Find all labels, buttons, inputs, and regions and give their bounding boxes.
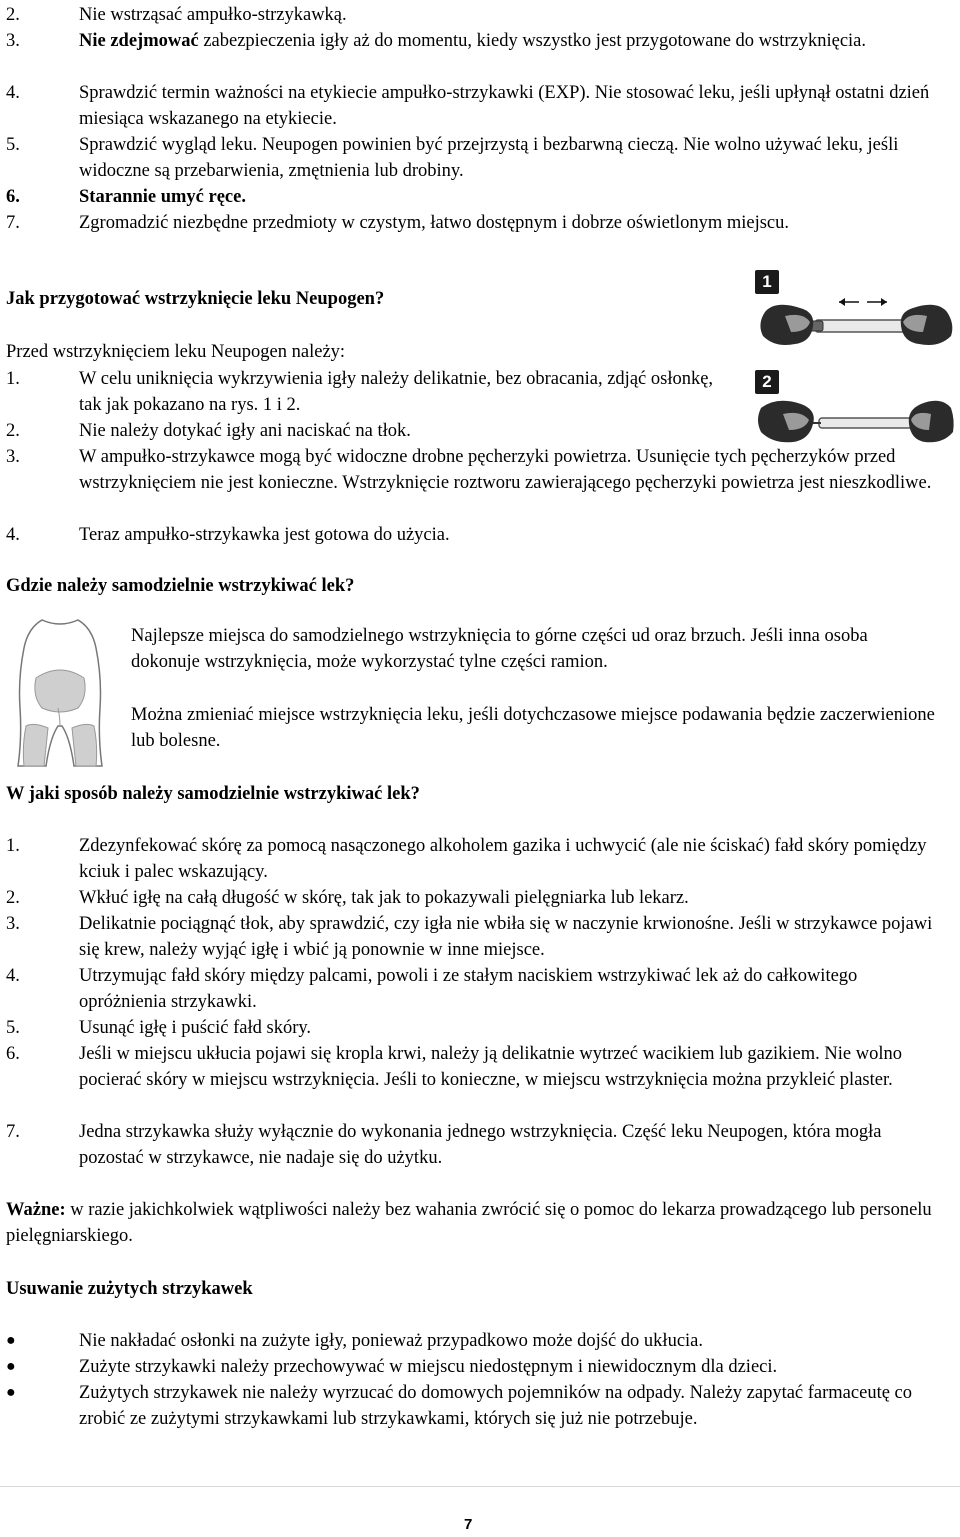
list-item: Zużytych strzykawek nie należy wyrzucać do domowych pojemników na odpady. Należy zapytać farmaceutę co zrobić ze zużytymi strzykawkami lub strzykawkami, których się już nie potrzebuje. xyxy=(79,1383,913,1429)
important-label: Ważne: xyxy=(6,1200,66,1220)
list-item: Nie nakładać osłonki na zużyte igły, ponieważ przypadkowo może dojść do ukłucia. xyxy=(79,1331,704,1351)
section-heading-disposal: Usuwanie zużytych strzykawek xyxy=(6,1279,253,1299)
list-text: Jedna strzykawka służy wyłącznie do wykonania jednego wstrzyknięcia. Część leku Neupogen, która mogła pozostać w strzykawce, nie nadaje się do użytku. xyxy=(79,1122,882,1168)
list-item: Zużyte strzykawki należy przechowywać w miejscu niedostępnym i niewidocznym dla dzieci. xyxy=(79,1357,778,1377)
list-number: 7. xyxy=(6,213,20,233)
list-number: 4. xyxy=(6,966,20,986)
list-text xyxy=(79,28,942,54)
list-text: Zgromadzić niezbędne przedmioty w czystym, łatwo dostępnym i dobrze oświetlonym miejscu. xyxy=(79,213,790,233)
list-text: Wkłuć igłę na całą długość w skórę, tak jak to pokazywali pielęgniarka lub lekarz. xyxy=(79,888,689,908)
cap-removal-illustration-1 xyxy=(755,282,955,362)
list-text: Starannie umyć ręce. xyxy=(79,187,246,207)
where-paragraph-1: Najlepsze miejsca do samodzielnego wstrzyknięcia to górne części ud oraz brzuch. Jeśli inna osoba dokonuje wstrzyknięcia, może wykorzystać tylne części ramion. xyxy=(131,626,868,672)
list-number: 3. xyxy=(6,447,20,467)
list-text: Nie należy dotykać igły ani naciskać na tłok. xyxy=(79,421,411,441)
where-paragraph-2: Można zmieniać miejsce wstrzyknięcia leku, jeśli dotychczasowe miejsce podawania będzie zaczerwienione lub bolesne. xyxy=(131,705,935,751)
prep-intro: Przed wstrzyknięciem leku Neupogen należy: xyxy=(6,342,346,362)
list-text: Jeśli w miejscu ukłucia pojawi się kropla krwi, należy ją delikatnie wytrzeć wacikiem lub gazikiem. Nie wolno pocierać skóry w miejscu wstrzyknięcia. Jeśli to konieczne, w miejscu wstrzyknięcia można przykleić plaster. xyxy=(79,1044,902,1090)
list-number: 4. xyxy=(6,525,20,545)
list-text-rest: zabezpieczenia igły aż do momentu, kiedy wszystko jest przygotowane do wstrzyknięcia. xyxy=(198,31,867,51)
bullet-icon: ● xyxy=(6,1332,16,1349)
list-number: 1. xyxy=(6,836,20,856)
list-number: 6. xyxy=(6,187,20,207)
list-text-wrap: W ampułko-strzykawce mogą być widoczne drobne pęcherzyki powietrza. Usunięcie tych pęcherzyków przed wstrzyknięciem nie jest konieczne. Wstrzyknięcie roztworu zawierającego pęcherzyki powietrza jest nieszkodliwe. xyxy=(79,447,932,493)
list-text: Teraz ampułko-strzykawka jest gotowa do użycia. xyxy=(79,525,450,545)
important-note xyxy=(6,1197,942,1249)
section-heading-preparation: Jak przygotować wstrzyknięcie leku Neupogen? xyxy=(6,289,385,309)
list-number: 5. xyxy=(6,135,20,155)
body-injection-sites-illustration xyxy=(12,618,108,768)
figure-badge-1: 1 xyxy=(755,270,779,294)
emphasis: Nie zdejmować xyxy=(79,31,199,51)
important-text: w razie jakichkolwiek wątpliwości należy bez wahania zwrócić się o pomoc do lekarza prowadzącego lub personelu pielęgniarskiego. xyxy=(6,1200,932,1246)
figure-badge-2: 2 xyxy=(755,370,779,394)
cap-removal-illustration-2 xyxy=(755,380,955,460)
section-heading-how: W jaki sposób należy samodzielnie wstrzykiwać lek? xyxy=(6,784,420,804)
list-text: Sprawdzić termin ważności na etykiecie ampułko-strzykawki (EXP). Nie stosować leku, jeśli upłynął ostatni dzień miesiąca wskazanego na etykiecie. xyxy=(79,83,930,129)
bullet-icon: ● xyxy=(6,1384,16,1401)
list-number: 1. xyxy=(6,369,20,389)
list-number: 6. xyxy=(6,1044,20,1064)
list-number: 7. xyxy=(6,1122,20,1142)
list-text: Sprawdzić wygląd leku. Neupogen powinien być przejrzystą i bezbarwną cieczą. Nie wolno używać leku, jeśli widoczne są przebarwienia, zmętnienia lub drobiny. xyxy=(79,135,899,181)
list-number: 2. xyxy=(6,421,20,441)
list-text: Utrzymując fałd skóry między palcami, powoli i ze stałym naciskiem wstrzykiwać lek aż do całkowitego opróżnienia strzykawki. xyxy=(79,966,858,1012)
list-text: W celu uniknięcia wykrzywienia igły należy delikatnie, bez obracania, zdjąć osłonkę, tak jak pokazano na rys. 1 i 2. xyxy=(79,369,714,415)
list-number: 3. xyxy=(6,31,20,51)
list-text: Zdezynfekować skórę za pomocą nasączonego alkoholem gazika i uchwycić (ale nie ściskać) fałd skóry pomiędzy kciuk i palec wskazujący. xyxy=(79,836,927,882)
list-number: 5. xyxy=(6,1018,20,1038)
section-heading-where: Gdzie należy samodzielnie wstrzykiwać lek? xyxy=(6,576,355,596)
footer-divider xyxy=(0,1486,960,1487)
bullet-icon: ● xyxy=(6,1358,16,1375)
list-number: 2. xyxy=(6,888,20,908)
list-number: 3. xyxy=(6,914,20,934)
list-number: 2. xyxy=(6,5,20,25)
list-text: Nie wstrząsać ampułko-strzykawką. xyxy=(79,5,347,25)
list-number: 4. xyxy=(6,83,20,103)
page-number: 7 xyxy=(464,1516,473,1533)
list-text: Usunąć igłę i puścić fałd skóry. xyxy=(79,1018,312,1038)
list-text: Delikatnie pociągnąć tłok, aby sprawdzić, czy igła nie wbiła się w naczynie krwionośne. Jeśli w strzykawce pojawi się krew, należy wyjąć igłę i wbić ją ponownie w inne miejsce. xyxy=(79,914,933,960)
